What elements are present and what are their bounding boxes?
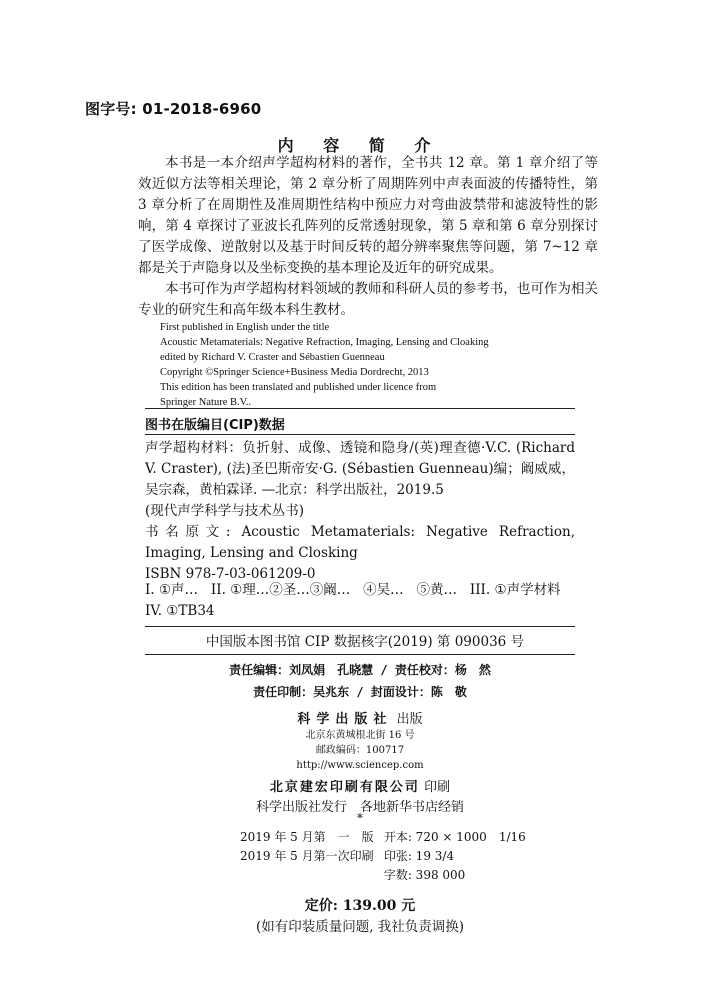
summary-title: 内 容 简 介 xyxy=(277,136,443,155)
quality-notice: (如有印装质量问题, 我社负责调换) xyxy=(255,919,465,935)
publisher-address-block xyxy=(0,728,720,773)
abstract xyxy=(138,153,598,321)
divider xyxy=(145,626,575,627)
registration-number: 图字号: 01-2018-6960 xyxy=(85,100,262,118)
english-line: Copyright ©Springer Science+Business Media Dordrecht, 2013 xyxy=(160,367,429,378)
cip-classification xyxy=(145,580,585,622)
english-line: Acoustic Metamaterials: Negative Refraction, Imaging, Lensing and Cloaking xyxy=(160,337,489,348)
classification-item: II. ①理…②圣…③阚… xyxy=(210,582,351,598)
editors-line: 责任编辑：刘凤娟 孔晓慧 / 责任校对：杨 然 xyxy=(229,663,491,677)
edition-info: 2019 年 5 月第 一 版 xyxy=(240,830,374,844)
english-line: Springer Nature B.V.. xyxy=(160,397,252,408)
english-line: This edition has been translated and published under licence from xyxy=(160,382,437,393)
publisher-line xyxy=(0,708,720,727)
format-info: 开本: 720 × 1000 1/16 xyxy=(383,830,526,844)
classification-row xyxy=(145,580,585,601)
divider xyxy=(145,408,575,409)
sheets-info: 印张: 19 3/4 xyxy=(383,849,455,863)
specs-row xyxy=(240,847,560,866)
abstract-paragraph-1: 本书是一本介绍声学超构材料的著作，全书共 12 章。第 1 章介绍了等效近似方法等相关理论，第 2 章分析了周期阵列中声表面波的传播特性，第 3 章分析了在周期性及准周期性结构中预应力对弯曲波禁带和滤波特性的影响，第 4 章探讨了亚波长孔阵列的反常透射现象，第 5 章和第 6 章分别探讨了医学成像、逆散射以及基于时间反转的超分辨率聚焦等问题，第 7~12 章都是关于声隐身以及坐标变换的基本理论及近年的研究成果。 xyxy=(138,155,598,276)
english-line: First published in English under the title xyxy=(160,322,330,333)
production-line: 责任印制：吴兆东 / 封面设计：陈 敬 xyxy=(253,685,467,699)
printer-line xyxy=(0,776,720,795)
specs-row xyxy=(240,828,560,847)
edition-specs xyxy=(240,828,560,885)
word-count: 字数: 398 000 xyxy=(383,868,466,882)
cip-record xyxy=(145,438,575,585)
abstract-paragraph-2: 本书可作为声学超构材料领域的教师和科研人员的参考书，也可作为相关专业的研究生和高年级本科生教材。 xyxy=(138,281,598,318)
distribution-line: 科学出版社发行 各地新华书店经销 xyxy=(255,800,464,815)
classification-item: III. ①声学材料 xyxy=(469,582,561,598)
classification-item: ④吴… xyxy=(363,582,404,598)
publisher-suffix: 出版 xyxy=(396,712,423,727)
cip-record-text: 声学超构材料：负折射、成像、透镜和隐身/(英)理查德·V.C. (Richard V. Craster), (法)圣巴斯帝安·G. (Sébastien Guenneau)编；阚威威，吴宗森，黄柏霖译. —北京：科学出版社，2019.5 xyxy=(145,440,575,498)
cip-series: (现代声学科学与技术丛书) xyxy=(145,503,305,519)
classification-item: IV. ①TB34 xyxy=(145,603,215,619)
specs-row xyxy=(240,866,560,885)
publisher-address: 北京东黄城根北街 16 号 xyxy=(305,730,415,741)
printer-name: 北京建宏印刷有限公司 xyxy=(269,780,420,795)
cip-original-title: 书名原文: Acoustic Metamaterials: Negative Refraction, Imaging, Lensing and Closking xyxy=(145,524,575,561)
price: 定价: 139.00 元 xyxy=(304,898,416,914)
classification-row xyxy=(145,601,585,622)
classification-item: ⑤黄… xyxy=(416,582,458,598)
separator-star: * xyxy=(357,811,363,825)
english-line: edited by Richard V. Craster and Sébastien Guenneau xyxy=(160,352,385,363)
cip-heading: 图书在版编目(CIP)数据 xyxy=(145,418,285,433)
staff-credits xyxy=(0,659,720,703)
cip-isbn: ISBN 978-7-03-061209-0 xyxy=(145,566,316,582)
divider xyxy=(145,654,575,655)
divider xyxy=(145,434,575,435)
printing-info: 2019 年 5 月第一次印刷 xyxy=(240,849,374,863)
publisher-website: http://www.sciencep.com xyxy=(296,760,424,771)
printer-suffix: 印刷 xyxy=(424,780,451,795)
publisher-name: 科学出版社 xyxy=(297,712,393,727)
publisher-postcode: 邮政编码：100717 xyxy=(315,745,405,756)
cip-number: 中国版本图书馆 CIP 数据核字(2019) 第 090036 号 xyxy=(205,634,525,650)
english-copyright-notice xyxy=(160,320,580,410)
classification-item: I. ①声… xyxy=(145,582,199,598)
